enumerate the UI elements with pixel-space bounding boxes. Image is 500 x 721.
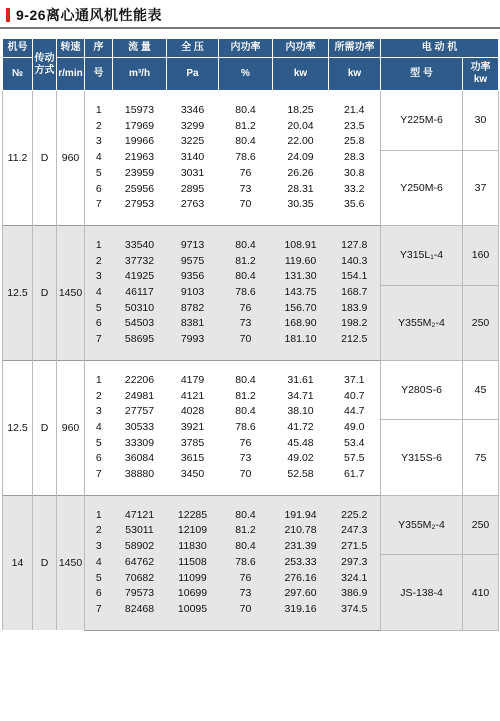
- flow-cell: 50310: [113, 301, 167, 317]
- internal-power-cell: 276.16: [273, 571, 329, 587]
- flow-cell: 36084: [124, 452, 155, 465]
- padding-cell: [273, 213, 329, 226]
- padding-cell: [273, 495, 329, 508]
- title-divider: [0, 27, 500, 29]
- efficiency-cell: 78.6: [219, 555, 273, 571]
- internal-power-cell: 28.31: [287, 182, 314, 195]
- flow-cell: 19966: [124, 135, 155, 148]
- efficiency-cell: 81.2: [235, 119, 256, 132]
- efficiency-cell: 73: [239, 452, 252, 465]
- pressure-cell: 7993: [167, 332, 219, 348]
- padding-cell: [329, 213, 381, 226]
- flow-cell: 58695: [113, 332, 167, 348]
- padding-cell: [113, 495, 167, 508]
- drive-cell: D: [33, 360, 57, 495]
- efficiency-cell: 80.4: [235, 405, 256, 418]
- flow-cell: 79573: [113, 586, 167, 602]
- flow-cell: 82468: [113, 602, 167, 618]
- padding-cell: [219, 348, 273, 361]
- efficiency-cell: 70: [219, 602, 273, 618]
- seq-cell: 5: [85, 436, 113, 452]
- efficiency-cell: 80.4: [235, 135, 256, 148]
- pressure-cell: 9356: [167, 269, 219, 285]
- header-internal-power: 内功率: [273, 39, 329, 58]
- flow-cell: 41925: [113, 269, 167, 285]
- flow-cell: 23959: [124, 166, 155, 179]
- efficiency-cell: 70: [239, 198, 252, 211]
- pressure-cell: 10699: [167, 586, 219, 602]
- seq-cell: 5: [85, 571, 113, 587]
- header-motor: 电 动 机: [381, 39, 499, 58]
- efficiency-cell: 76: [219, 571, 273, 587]
- efficiency-cell: 81.2: [219, 523, 273, 539]
- efficiency-cell: 80.4: [235, 373, 256, 386]
- internal-power-cell: 18.25: [287, 104, 314, 116]
- pressure-cell: 3450: [180, 468, 205, 481]
- padding-cell: [219, 213, 273, 226]
- motor-power-cell: 45: [463, 360, 499, 420]
- flow-cell: 15973: [124, 104, 155, 116]
- padding-cell: [85, 483, 113, 496]
- flow-cell: 33309: [124, 436, 155, 449]
- required-power-cell: 30.8: [344, 166, 365, 179]
- pressure-cell: 9575: [167, 254, 219, 270]
- padding-cell: [85, 618, 113, 631]
- flow-cell: 70682: [113, 571, 167, 587]
- pressure-cell: 10095: [167, 602, 219, 618]
- efficiency-cell: 73: [219, 316, 273, 332]
- internal-power-cell: 119.60: [273, 254, 329, 270]
- pressure-cell: 2763: [180, 198, 205, 211]
- padding-cell: [219, 225, 273, 238]
- title-bar: [0, 0, 500, 30]
- drive-cell: D: [33, 225, 57, 360]
- title-accent-mark: [6, 8, 10, 22]
- flow-cell: 27953: [124, 198, 155, 211]
- seq-cell: 4: [85, 150, 113, 166]
- required-power-cell: 37.1: [344, 373, 365, 386]
- padding-cell: [113, 225, 167, 238]
- motor-model-cell: Y250M-6: [381, 150, 463, 225]
- seq-cell: 4: [85, 555, 113, 571]
- required-power-cell: 386.9: [329, 586, 381, 602]
- machine-no-cell: 14: [3, 495, 33, 630]
- machine-no-cell: 12.5: [3, 360, 33, 495]
- pressure-cell: 3031: [180, 166, 205, 179]
- padding-cell: [273, 91, 329, 104]
- padding-cell: [85, 348, 113, 361]
- motor-model-cell: Y280S-6: [381, 360, 463, 420]
- seq-cell: 2: [85, 389, 113, 405]
- motor-power-cell: 410: [463, 555, 499, 630]
- motor-model-cell: JS-138-4: [381, 555, 463, 630]
- required-power-cell: 212.5: [329, 332, 381, 348]
- group-padding-row: [3, 360, 499, 373]
- required-power-cell: 25.8: [344, 135, 365, 148]
- required-power-cell: 44.7: [344, 405, 365, 418]
- flow-cell: 17969: [124, 119, 155, 132]
- padding-cell: [329, 483, 381, 496]
- padding-cell: [167, 213, 219, 226]
- padding-cell: [167, 483, 219, 496]
- pressure-cell: 4028: [180, 405, 205, 418]
- pressure-cell: 11830: [167, 539, 219, 555]
- padding-cell: [113, 213, 167, 226]
- motor-model-cell: Y355M₂-4: [381, 495, 463, 555]
- required-power-cell: 324.1: [329, 571, 381, 587]
- efficiency-cell: 73: [219, 586, 273, 602]
- required-power-cell: 61.7: [344, 468, 365, 481]
- flow-cell: 38880: [124, 468, 155, 481]
- motor-power-cell: 160: [463, 225, 499, 285]
- required-power-cell: 225.2: [329, 508, 381, 524]
- pressure-cell: 4121: [180, 389, 205, 402]
- efficiency-cell: 80.4: [219, 269, 273, 285]
- motor-model-cell: Y355M₂-4: [381, 285, 463, 360]
- padding-cell: [85, 213, 113, 226]
- header-motor-power: 功率 kw: [463, 58, 499, 91]
- seq-cell: 3: [85, 539, 113, 555]
- header-pressure: 全 压: [167, 39, 219, 58]
- header-motor-model: 型 号: [381, 58, 463, 91]
- padding-cell: [329, 360, 381, 373]
- pressure-cell: 3615: [180, 452, 205, 465]
- flow-cell: 54503: [113, 316, 167, 332]
- pressure-cell: 12285: [167, 508, 219, 524]
- flow-cell: 53011: [113, 523, 167, 539]
- required-power-cell: 374.5: [329, 602, 381, 618]
- machine-no-cell: 12.5: [3, 225, 33, 360]
- internal-power-cell: 108.91: [273, 238, 329, 254]
- padding-cell: [167, 360, 219, 373]
- padding-cell: [219, 495, 273, 508]
- pressure-cell: 3785: [180, 436, 205, 449]
- padding-cell: [273, 618, 329, 631]
- header-flow-unit: m³/h: [113, 58, 167, 91]
- pressure-cell: 11508: [167, 555, 219, 571]
- padding-cell: [113, 360, 167, 373]
- motor-power-cell: 250: [463, 495, 499, 555]
- flow-cell: 33540: [113, 238, 167, 254]
- internal-power-cell: 45.48: [287, 436, 314, 449]
- padding-cell: [85, 225, 113, 238]
- motor-model-cell: Y225M-6: [381, 91, 463, 151]
- seq-cell: 2: [85, 119, 113, 135]
- required-power-cell: 168.7: [329, 285, 381, 301]
- required-power-cell: 49.0: [344, 420, 365, 433]
- seq-cell: 1: [85, 103, 113, 119]
- padding-cell: [167, 495, 219, 508]
- internal-power-cell: 22.00: [287, 135, 314, 148]
- pressure-cell: 8381: [167, 316, 219, 332]
- speed-cell: 960: [57, 91, 85, 226]
- header-speed: 转速: [57, 39, 85, 58]
- padding-cell: [167, 91, 219, 104]
- flow-cell: 21963: [124, 151, 155, 164]
- group-padding-row: [3, 225, 499, 238]
- pressure-cell: 3225: [180, 135, 205, 148]
- padding-cell: [85, 360, 113, 373]
- flow-cell: 37732: [113, 254, 167, 270]
- padding-cell: [167, 348, 219, 361]
- internal-power-cell: 41.72: [287, 420, 314, 433]
- internal-power-cell: 210.78: [273, 523, 329, 539]
- motor-power-cell: 37: [463, 150, 499, 225]
- speed-cell: 1450: [57, 225, 85, 360]
- pressure-cell: 11099: [167, 571, 219, 587]
- padding-cell: [167, 618, 219, 631]
- seq-cell: 5: [85, 166, 113, 182]
- group-padding-row: [3, 91, 499, 104]
- internal-power-cell: 52.58: [287, 468, 314, 481]
- internal-power-cell: 297.60: [273, 586, 329, 602]
- internal-power-cell: 143.75: [273, 285, 329, 301]
- seq-cell: 6: [85, 316, 113, 332]
- flow-cell: 58902: [113, 539, 167, 555]
- internal-power-cell: 34.71: [287, 389, 314, 402]
- required-power-cell: 271.5: [329, 539, 381, 555]
- efficiency-cell: 78.6: [219, 285, 273, 301]
- pressure-cell: 4179: [180, 373, 205, 386]
- seq-cell: 4: [85, 285, 113, 301]
- internal-power-cell: 31.61: [287, 373, 314, 386]
- seq-cell: 6: [85, 586, 113, 602]
- internal-power-cell: 24.09: [287, 151, 314, 164]
- padding-cell: [329, 225, 381, 238]
- header-drive: 传动方式: [33, 39, 57, 91]
- flow-cell: 24981: [124, 389, 155, 402]
- pressure-cell: 3299: [180, 119, 205, 132]
- internal-power-cell: 30.35: [287, 198, 314, 211]
- efficiency-cell: 80.4: [235, 104, 256, 116]
- pressure-cell: 9713: [167, 238, 219, 254]
- seq-cell: 7: [85, 602, 113, 618]
- padding-cell: [219, 360, 273, 373]
- internal-power-cell: 131.30: [273, 269, 329, 285]
- flow-cell: 25956: [124, 182, 155, 195]
- internal-power-cell: 49.02: [287, 452, 314, 465]
- header-seq-sub: 号: [85, 58, 113, 91]
- seq-cell: 7: [85, 332, 113, 348]
- header-speed-unit: r/min: [57, 58, 85, 91]
- required-power-cell: 297.3: [329, 555, 381, 571]
- motor-power-cell: 75: [463, 420, 499, 495]
- efficiency-cell: 76: [219, 301, 273, 317]
- header-efficiency: 内功率: [219, 39, 273, 58]
- internal-power-cell: 253.33: [273, 555, 329, 571]
- required-power-cell: 127.8: [329, 238, 381, 254]
- internal-power-cell: 319.16: [273, 602, 329, 618]
- padding-cell: [329, 348, 381, 361]
- internal-power-cell: 168.90: [273, 316, 329, 332]
- required-power-cell: 21.4: [344, 104, 365, 116]
- internal-power-cell: 156.70: [273, 301, 329, 317]
- seq-cell: 1: [85, 373, 113, 389]
- header-machine-no-sub: №: [3, 58, 33, 91]
- seq-cell: 3: [85, 269, 113, 285]
- seq-cell: 7: [85, 467, 113, 483]
- flow-cell: 30533: [124, 420, 155, 433]
- group-padding-row: [3, 495, 499, 508]
- efficiency-cell: 76: [239, 166, 252, 179]
- padding-cell: [219, 618, 273, 631]
- efficiency-cell: 76: [239, 436, 252, 449]
- internal-power-cell: 26.26: [287, 166, 314, 179]
- pressure-cell: 12109: [167, 523, 219, 539]
- motor-model-cell: Y315L₁-4: [381, 225, 463, 285]
- required-power-cell: 35.6: [344, 198, 365, 211]
- internal-power-cell: 231.39: [273, 539, 329, 555]
- header-machine-no: 机号: [3, 39, 33, 58]
- pressure-cell: 9103: [167, 285, 219, 301]
- required-power-cell: 33.2: [344, 182, 365, 195]
- seq-cell: 3: [85, 134, 113, 150]
- flow-cell: 22206: [124, 373, 155, 386]
- padding-cell: [219, 91, 273, 104]
- required-power-cell: 154.1: [329, 269, 381, 285]
- padding-cell: [273, 348, 329, 361]
- internal-power-cell: 20.04: [287, 119, 314, 132]
- page-title: 9-26离心通风机性能表: [16, 7, 163, 23]
- required-power-cell: 40.7: [344, 389, 365, 402]
- padding-cell: [273, 360, 329, 373]
- motor-power-cell: 30: [463, 91, 499, 151]
- table-header: [3, 39, 499, 91]
- seq-cell: 1: [85, 508, 113, 524]
- internal-power-cell: 181.10: [273, 332, 329, 348]
- required-power-cell: 28.3: [344, 151, 365, 164]
- seq-cell: 2: [85, 254, 113, 270]
- required-power-cell: 53.4: [344, 436, 365, 449]
- efficiency-cell: 78.6: [235, 420, 256, 433]
- efficiency-cell: 80.4: [219, 508, 273, 524]
- efficiency-cell: 70: [239, 468, 252, 481]
- efficiency-cell: 73: [239, 182, 252, 195]
- speed-cell: 1450: [57, 495, 85, 630]
- speed-cell: 960: [57, 360, 85, 495]
- flow-cell: 27757: [124, 405, 155, 418]
- padding-cell: [219, 483, 273, 496]
- table-body: [3, 91, 499, 631]
- internal-power-cell: 191.94: [273, 508, 329, 524]
- required-power-cell: 57.5: [344, 452, 365, 465]
- drive-cell: D: [33, 91, 57, 226]
- header-pressure-unit: Pa: [167, 58, 219, 91]
- required-power-cell: 247.3: [329, 523, 381, 539]
- pressure-cell: 3921: [180, 420, 205, 433]
- efficiency-cell: 80.4: [219, 238, 273, 254]
- padding-cell: [113, 483, 167, 496]
- seq-cell: 3: [85, 404, 113, 420]
- padding-cell: [85, 91, 113, 104]
- motor-power-cell: 250: [463, 285, 499, 360]
- required-power-cell: 140.3: [329, 254, 381, 270]
- header-required-power-unit: kw: [329, 58, 381, 91]
- padding-cell: [273, 483, 329, 496]
- header-flow: 流 量: [113, 39, 167, 58]
- pressure-cell: 2895: [180, 182, 205, 195]
- padding-cell: [85, 495, 113, 508]
- header-seq: 序: [85, 39, 113, 58]
- padding-cell: [113, 91, 167, 104]
- seq-cell: 6: [85, 451, 113, 467]
- padding-cell: [273, 225, 329, 238]
- pressure-cell: 8782: [167, 301, 219, 317]
- padding-cell: [329, 618, 381, 631]
- flow-cell: 64762: [113, 555, 167, 571]
- motor-model-cell: Y315S-6: [381, 420, 463, 495]
- header-required-power: 所需功率: [329, 39, 381, 58]
- seq-cell: 4: [85, 420, 113, 436]
- pressure-cell: 3140: [180, 151, 205, 164]
- required-power-cell: 183.9: [329, 301, 381, 317]
- seq-cell: 2: [85, 523, 113, 539]
- seq-cell: 6: [85, 182, 113, 198]
- flow-cell: 47121: [113, 508, 167, 524]
- padding-cell: [113, 618, 167, 631]
- pressure-cell: 3346: [180, 104, 205, 116]
- performance-table: [2, 38, 499, 631]
- padding-cell: [113, 348, 167, 361]
- efficiency-cell: 80.4: [219, 539, 273, 555]
- required-power-cell: 198.2: [329, 316, 381, 332]
- required-power-cell: 23.5: [344, 119, 365, 132]
- efficiency-cell: 81.2: [219, 254, 273, 270]
- seq-cell: 7: [85, 197, 113, 213]
- flow-cell: 46117: [113, 285, 167, 301]
- seq-cell: 5: [85, 301, 113, 317]
- padding-cell: [167, 225, 219, 238]
- padding-cell: [329, 495, 381, 508]
- efficiency-cell: 70: [219, 332, 273, 348]
- efficiency-cell: 81.2: [235, 389, 256, 402]
- efficiency-cell: 78.6: [235, 151, 256, 164]
- internal-power-cell: 38.10: [287, 405, 314, 418]
- seq-cell: 1: [85, 238, 113, 254]
- machine-no-cell: 11.2: [3, 91, 33, 226]
- header-internal-power-unit: kw: [273, 58, 329, 91]
- padding-cell: [329, 91, 381, 104]
- header-efficiency-unit: %: [219, 58, 273, 91]
- drive-cell: D: [33, 495, 57, 630]
